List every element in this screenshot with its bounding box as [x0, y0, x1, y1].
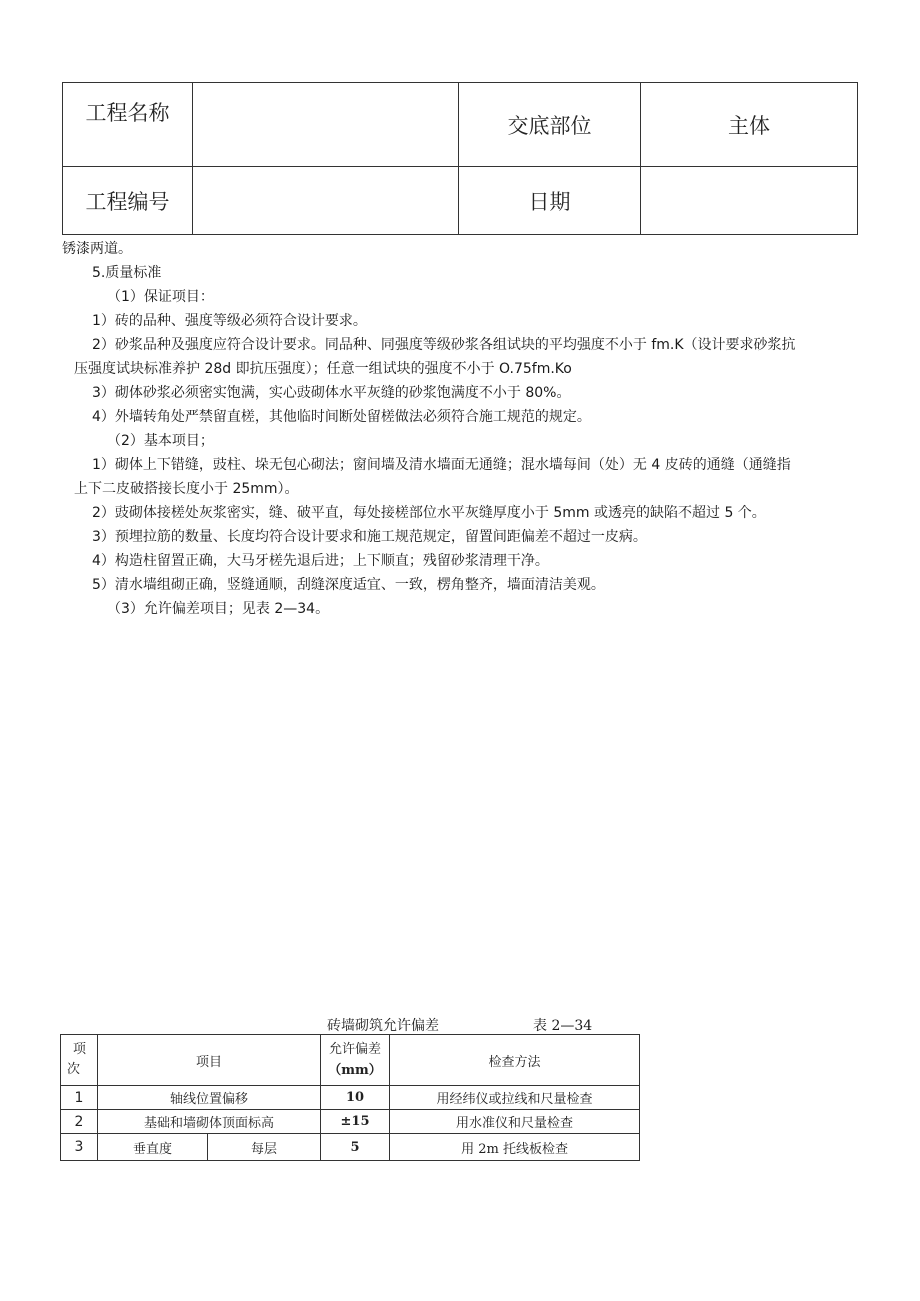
subsection-heading: （1）保证项目： [107, 289, 214, 305]
row-value: 5 [321, 1134, 390, 1161]
header-item: 项目 [98, 1035, 321, 1086]
body-line: 上下二皮破搭接长度小于 25mm）。 [74, 481, 299, 497]
body-line: 1）砌体上下错缝，豉柱、垛无包心砌法；窗间墙及清水墙面无通缝；混水墙每间（处）无 4 皮砖的通缝（通缝指 [92, 457, 791, 473]
table-title: 砖墙砌筑允许偏差 [327, 1018, 439, 1034]
date-value [641, 167, 858, 235]
section-heading: 5.质量标准 [92, 265, 162, 281]
row-value: 10 [321, 1086, 390, 1110]
body-line: 1）砖的品种、强度等级必须符合设计要求。 [92, 313, 367, 329]
project-no-value [193, 167, 459, 235]
table-header-row [61, 1035, 640, 1086]
body-line: 2）豉砌体接槎处灰浆密实，缝、破平直，每处接槎部位水平灰缝厚度小于 5mm 或透亮的缺陷不超过 5 个。 [92, 505, 766, 521]
header-table [62, 82, 858, 235]
header-allowance-line1: 允许偏差 [329, 1042, 382, 1057]
row-method: 用经纬仪或拉线和尺量检查 [390, 1086, 640, 1110]
position-value: 主体 [641, 83, 858, 167]
row-number: 2 [61, 1110, 98, 1134]
row-number: 3 [61, 1134, 98, 1161]
body-line: 3）预埋拉筋的数量、长度均符合设计要求和施工规范规定，留置间距偏差不超过一皮病。 [92, 529, 647, 545]
subsection-heading: （3）允许偏差项目；见表 2—34。 [107, 601, 330, 617]
table-number: 表 2—34 [533, 1018, 593, 1034]
header-index [61, 1035, 98, 1086]
row-value: ±15 [321, 1110, 390, 1134]
table-row [61, 1086, 640, 1110]
table-row [61, 1134, 640, 1161]
body-line: 5）清水墙组砌正确，竖缝通顺，刮缝深度适宜、一致，楞角整齐，墙面清洁美观。 [92, 577, 605, 593]
body-line: 2）砂浆品种及强度应符合设计要求。同品种、同强度等级砂浆各组试块的平均强度不小于 fm.K（设计要求砂浆抗 [92, 337, 796, 353]
body-line: 3）砌体砂浆必须密实饱满，实心豉砌体水平灰缝的砂浆饱满度不小于 80%。 [92, 385, 571, 401]
tolerance-table [60, 1034, 640, 1161]
header-method: 检查方法 [390, 1035, 640, 1086]
row-number: 1 [61, 1086, 98, 1110]
row-item: 垂直度 [98, 1134, 208, 1161]
body-line: 压强度试块标准养护 28d 即抗压强度）；任意一组试块的强度不小于 O.75fm.Ko [74, 361, 572, 377]
position-label: 交底部位 [459, 83, 641, 167]
row-subitem: 每层 [208, 1134, 321, 1161]
project-no-label: 工程编号 [63, 167, 193, 235]
body-line: 4）外墙转角处严禁留直槎，其他临时间断处留槎做法必须符合施工规范的规定。 [92, 409, 591, 425]
date-label: 日期 [459, 167, 641, 235]
row-item: 基础和墙砌体顶面标高 [98, 1110, 321, 1134]
project-name-label: 工程名称 [63, 83, 193, 167]
row-method: 用水准仪和尺量检查 [390, 1110, 640, 1134]
header-index-line1: 项 [73, 1042, 87, 1057]
header-index-line2: 次 [67, 1062, 81, 1077]
body-line: 锈漆两道。 [62, 241, 132, 257]
subsection-heading: （2）基本项目； [107, 433, 214, 449]
header-allowance-line2: （mm） [328, 1063, 382, 1078]
header-allowance [321, 1035, 390, 1086]
row-item: 轴线位置偏移 [98, 1086, 321, 1110]
body-line: 4）构造柱留置正确，大马牙槎先退后进；上下顺直；残留砂浆清理干净。 [92, 553, 549, 569]
row-method: 用 2m 托线板检查 [390, 1134, 640, 1161]
project-name-value [193, 83, 459, 167]
table-row [61, 1110, 640, 1134]
